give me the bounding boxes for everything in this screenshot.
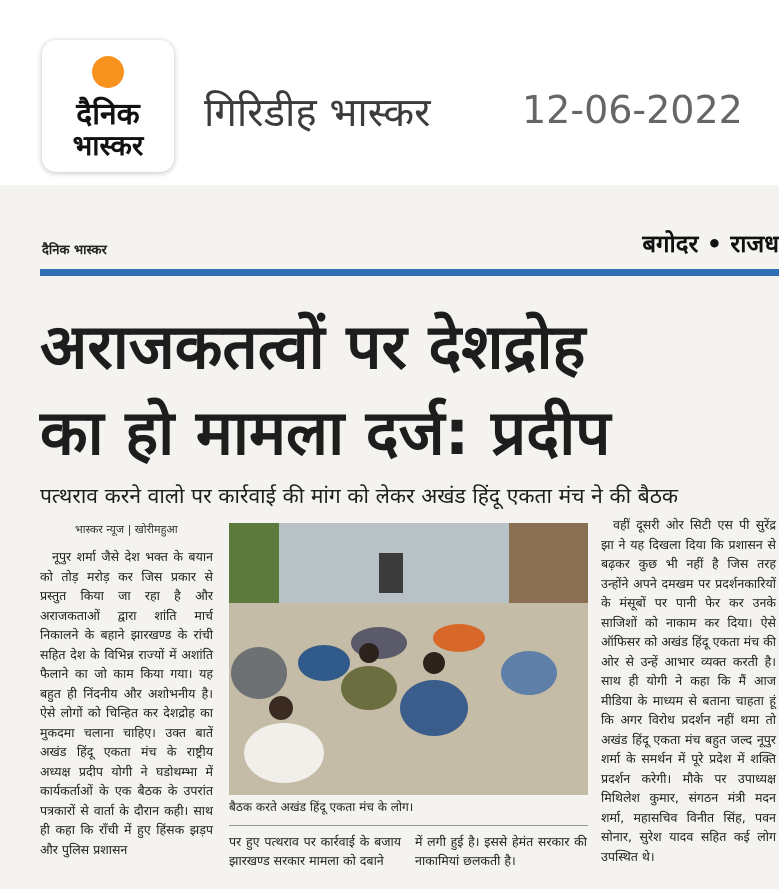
header-bar bbox=[0, 0, 779, 185]
dainik-bhaskar-logo[interactable] bbox=[42, 40, 174, 172]
bottom-column-2: में लगी हुई है। इससे हेमंत सरकार की नाकामियां छलकती है। bbox=[415, 834, 587, 868]
article-right-column bbox=[601, 515, 776, 866]
caption-divider bbox=[229, 825, 588, 826]
logo-text-line1: दैनिक bbox=[76, 97, 140, 132]
subheadline: पत्थराव करने वालो पर कार्रवाई की मांग को लेकर अखंड हिंदू एकता मंच ने की बैठक bbox=[40, 484, 679, 508]
edition-date: 12-06-2022 bbox=[522, 88, 743, 132]
headline-line1: अराजकतत्वों पर देशद्रोह bbox=[40, 310, 586, 383]
left-column-text: नूपुर शर्मा जैसे देश भक्त के बयान को तोड़ मरोड़ कर जिस प्रकार से प्रस्तुत किया जा रहा है और अराजकताओं द्वारा शांति मार्च निकालने के बहाने झारखण्ड के रांची सहित देश के विभिन्न राज्यों में अशांति फैलाने का जो काम किया गया। यह बहुत ही निंदनीय और अशोभनीय है। ऐसे लोगों को चिन्हित कर देशद्रोह का मुकदमा चलाना चाहिए। उक्त बातें अखंड हिंदू एकता मंच के राष्ट्रीय अध्यक्ष प्रदीप योगी ने घडोथम्भा में कार्यकर्ताओं के एक बैठक के उपरांत पत्रकारों से वार्ता के दौरान कही। साथ ही कहा कि राँची में हुए हिंसक झड़प और पुलिस प्रशासन bbox=[40, 549, 213, 857]
bottom-column-1: पर हुए पत्थराव पर कार्रवाई के बजाय झारखण्ड सरकार मामला को दबाने bbox=[229, 834, 401, 868]
paper-masthead: दैनिक भास्कर bbox=[42, 243, 107, 258]
photo-caption: बैठक करते अखंड हिंदू एकता मंच के लोग। bbox=[229, 800, 414, 814]
byline: भास्कर न्यूज | खोरीमहुआ bbox=[75, 523, 178, 536]
headline-line2: का हो मामला दर्ज: प्रदीप bbox=[40, 396, 611, 469]
paper-section-label: बगोदर • राजध bbox=[642, 230, 779, 258]
section-divider bbox=[40, 269, 779, 276]
edition-name: गिरिडीह भास्कर bbox=[204, 90, 431, 136]
article-left-column bbox=[40, 547, 213, 859]
logo-text-line2: भास्कर bbox=[72, 129, 144, 162]
meeting-photo bbox=[229, 523, 588, 795]
newspaper-clipping bbox=[0, 185, 779, 889]
right-column-text: वहीं दूसरी ओर सिटी एस पी सुरेंद्र झा ने यह दिखला दिया कि प्रशासन से बढ़कर कुछ भी नहीं है जिस तरह उन्होंने अपने दमखम पर प्रदर्शनकारियों के मंसूबों पर पानी फेर कर उनके साजिशों को नाकाम कर दिया। ऐसे ऑफिसर को अखंड हिंदू एकता मंच की ओर से उन्हें आभार व्यक्त करती है। साथ ही योगी ने कहा कि मैं आज मीडिया के माध्यम से बताना चाहता हूं कि अगर विरोध प्रदर्शन नहीं थमा तो अखंड हिंदू एकता मंच बहुत जल्द नूपुर शर्मा के समर्थन में पूरे प्रदेश में शक्ति प्रदर्शन करेगी। मौके पर उपाध्यक्ष मिथिलेश कुमार, संगठन मंत्री मदन शर्मा, महासचिव विनीत सिंह, पवन सोनार, सुरेश यादव सहित कई लोग उपस्थित थे। bbox=[601, 517, 776, 864]
sun-icon bbox=[92, 56, 124, 88]
